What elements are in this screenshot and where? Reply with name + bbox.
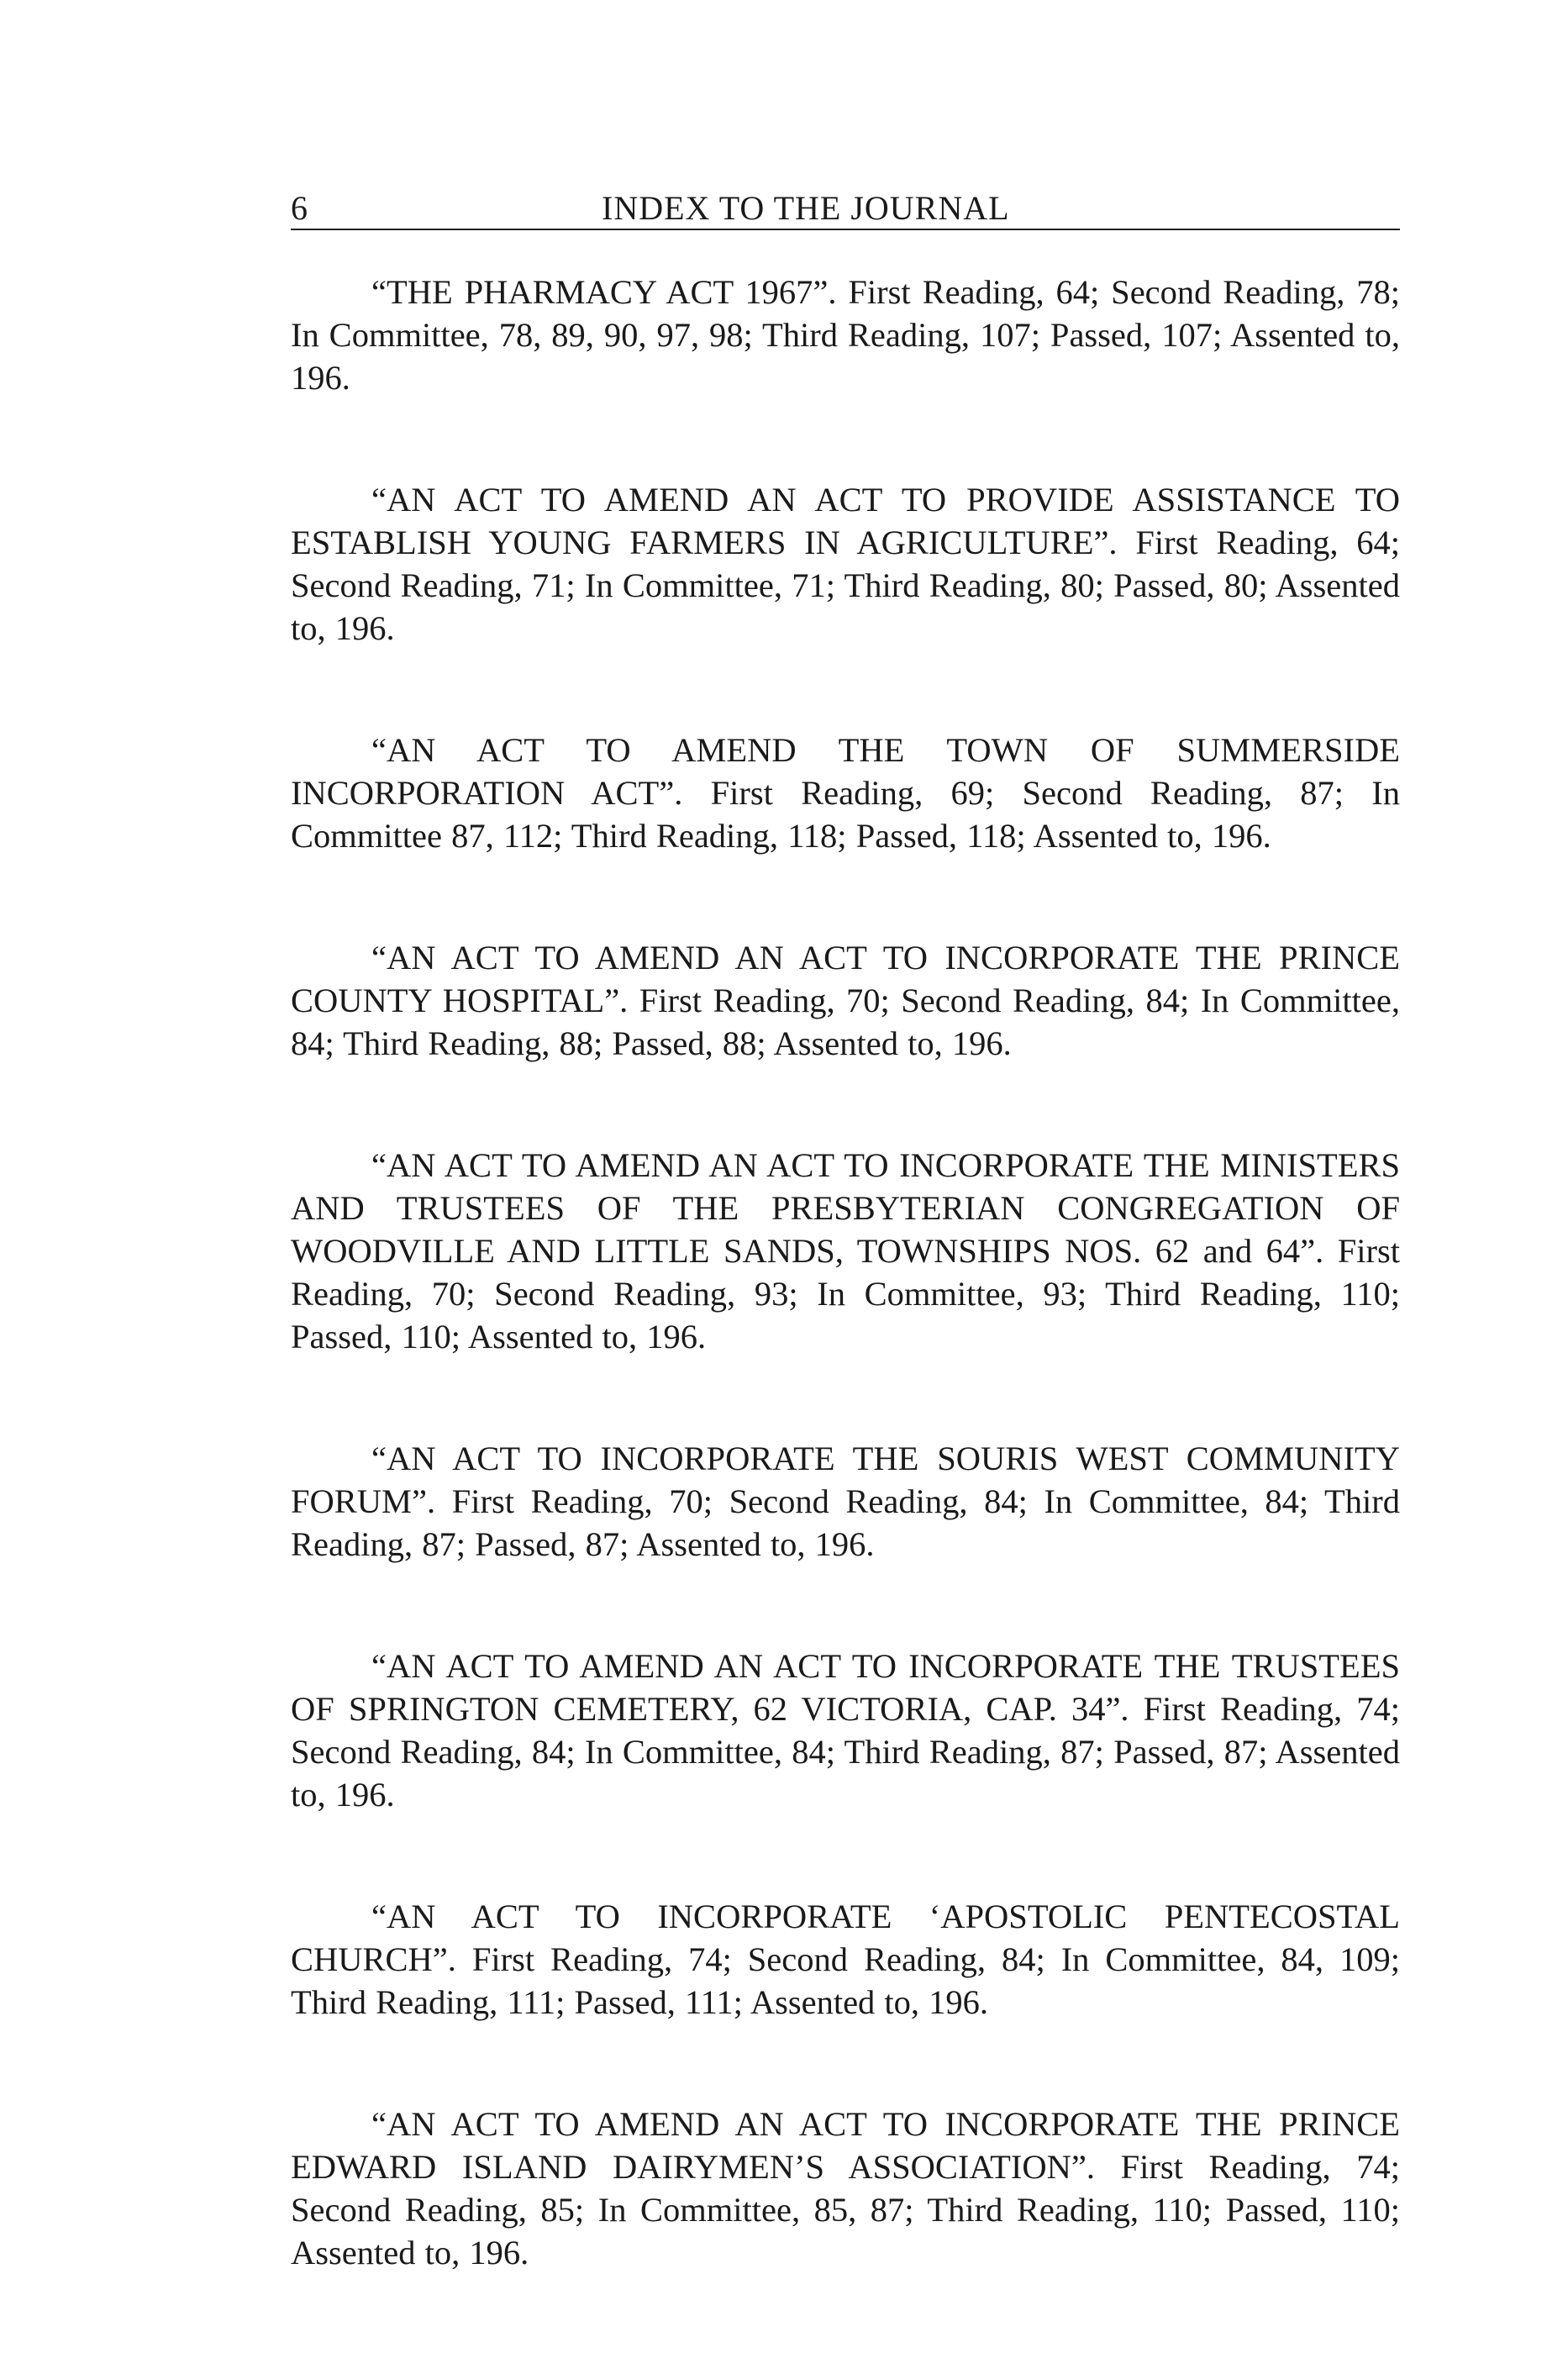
index-entry-summerside: “AN ACT TO AMEND THE TOWN OF SUMMERSIDE INCORPORATION ACT”. First Reading, 69; Second Reading, 87; In Committee 87, 112; Third Reading, 118; Passed, 118; Assented to, 196. xyxy=(291,731,1400,855)
page-number: 6 xyxy=(291,189,308,227)
index-entry-pharmacy-act: “THE PHARMACY ACT 1967”. First Reading, 64; Second Reading, 78; In Committee, 78, 89, 90, 97, 98; Third Reading, 107; Passed, 107; Assented to, 196. xyxy=(291,273,1400,397)
index-entry-young-farmers: “AN ACT TO AMEND AN ACT TO PROVIDE ASSISTANCE TO ESTABLISH YOUNG FARMERS IN AGRICULTURE”. First Reading, 64; Second Reading, 71; In Committee, 71; Third Reading, 80; Passed, 80; Assented to, 196. xyxy=(291,481,1400,647)
index-entry-presbyterian-congregation: “AN ACT TO AMEND AN ACT TO INCORPORATE THE MINISTERS AND TRUSTEES OF THE PRESBYTERIAN CONGREGATION OF WOODVILLE AND LITTLE SANDS, TOWNSHIPS NOS. 62 and 64”. First Reading, 70; Second Reading, 93; In Committee, 93; Third Reading, 110; Passed, 110; Assented to, 196. xyxy=(291,1146,1400,1355)
index-entry-prince-county-hospital: “AN ACT TO AMEND AN ACT TO INCORPORATE THE PRINCE COUNTY HOSPITAL”. First Reading, 70; Second Reading, 84; In Committee, 84; Third Reading, 88; Passed, 88; Assented to, 196. xyxy=(291,939,1400,1062)
running-title: INDEX TO THE JOURNAL xyxy=(602,189,1010,227)
index-entry-springton-cemetery: “AN ACT TO AMEND AN ACT TO INCORPORATE THE TRUSTEES OF SPRINGTON CEMETERY, 62 VICTORIA, CAP. 34”. First Reading, 74; Second Reading, 84; In Committee, 84; Third Reading, 87; Passed, 87; Assented to, 196. xyxy=(291,1647,1400,1813)
page-header xyxy=(291,190,1400,230)
index-entries xyxy=(291,271,1400,2353)
index-entry-dairymens-association: “AN ACT TO AMEND AN ACT TO INCORPORATE THE PRINCE EDWARD ISLAND DAIRYMEN’S ASSOCIATION”. First Reading, 74; Second Reading, 85; In Committee, 85, 87; Third Reading, 110; Passed, 110; Assented to, 196. xyxy=(291,2105,1400,2271)
index-entry-apostolic-pentecostal: “AN ACT TO INCORPORATE ‘APOSTOLIC PENTECOSTAL CHURCH”. First Reading, 74; Second Reading, 84; In Committee, 84, 109; Third Reading, 111; Passed, 111; Assented to, 196. xyxy=(291,1898,1400,2021)
index-entry-souris-west-forum: “AN ACT TO INCORPORATE THE SOURIS WEST COMMUNITY FORUM”. First Reading, 70; Second Reading, 84; In Committee, 84; Third Reading, 87; Passed, 87; Assented to, 196. xyxy=(291,1440,1400,1563)
